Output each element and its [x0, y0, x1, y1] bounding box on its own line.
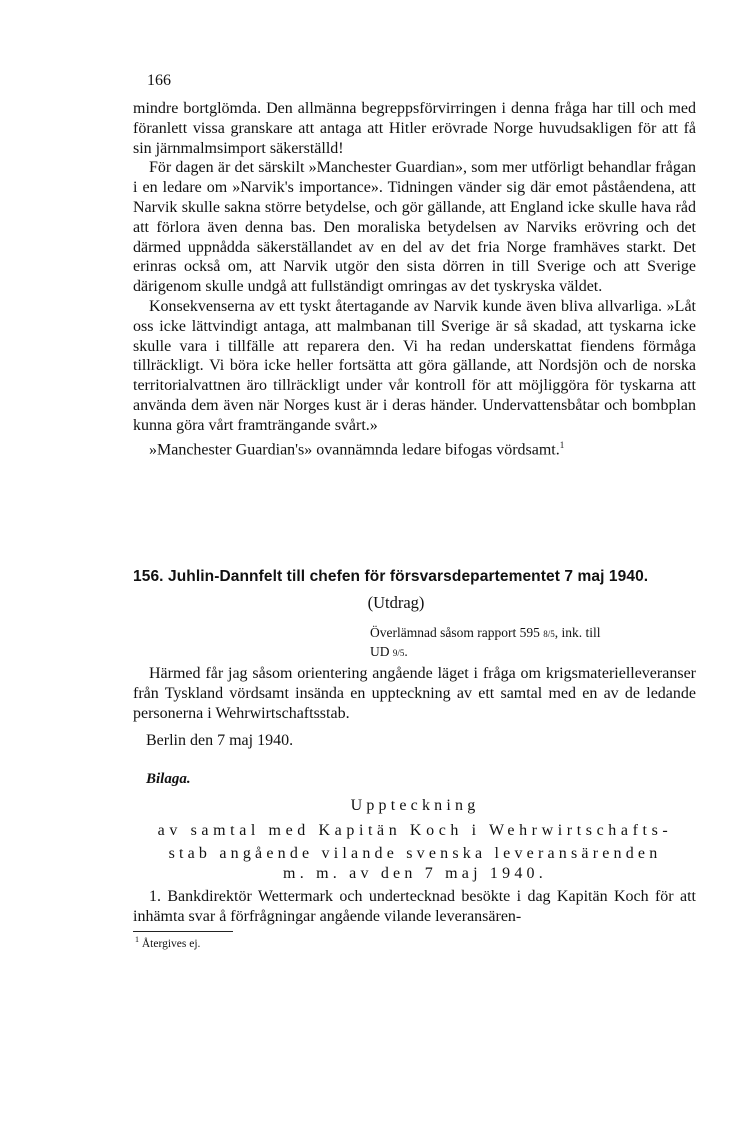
uppteckning-line-3: m. m. av den 7 maj 1940. [283, 865, 547, 882]
page-number: 166 [147, 72, 171, 89]
report-prefix: Överlämnad såsom rapport 595 [370, 625, 540, 640]
body-text-block [133, 664, 696, 723]
bilaga-label: Bilaga. [146, 771, 191, 787]
report-note [370, 624, 695, 662]
uppteckning-title: Uppteckning [350, 797, 480, 814]
report-fraction-2: 9/5 [392, 648, 405, 658]
last-text-block [133, 887, 696, 927]
section-heading: 156. Juhlin-Dannfelt till chefen för försvarsdepartementet 7 maj 1940. [133, 568, 649, 585]
section-subheading: (Utdrag) [367, 593, 425, 612]
footnote [135, 935, 200, 950]
uppteckning-line-1: av samtal med Kapitän Koch i Wehrwirtschafts- [157, 822, 673, 839]
report-middle: , ink. till [554, 625, 601, 640]
report-end: . [404, 644, 408, 659]
footnote-ref: 1 [559, 439, 565, 450]
date-line: Berlin den 7 maj 1940. [146, 732, 294, 749]
footnote-marker: 1 [135, 935, 139, 944]
paragraph-1: mindre bortglömda. Den allmänna begreppsförvirringen i denna fråga har till och med föranlett vissa granskare att antaga att Hitler erövrade Norge huvudsakligen för att få sin järnmalmsimport säkerställd! [133, 100, 696, 157]
paragraph-4-text: »Manchester Guardian's» ovannämnda ledare bifogas vördsamt. [149, 440, 560, 458]
report-ud: UD [370, 644, 390, 659]
paragraph-4 [133, 436, 696, 460]
report-fraction-1: 8/5 [543, 629, 555, 639]
body-paragraph: Härmed får jag såsom orientering angående läget i fråga om krigsmaterielleveranser från Tyskland vördsamt insända en uppteckning av ett samtal med en av de ledande personerna i Wehrwirtschaftsstab. [133, 665, 696, 722]
footnote-text: Återgives ej. [141, 937, 201, 950]
footnote-divider [133, 931, 233, 932]
uppteckning-line-2: stab angående vilande svenska leveransärenden [168, 845, 662, 862]
paragraph-2: För dagen är det särskilt »Manchester Guardian», som mer utförligt behandlar frågan i en ledare om »Narvik's importance». Tidningen vänder sig där emot påståendena, att Narvik skulle sakna större betydelse, och gör gällande, att England icke skulle hava råd att förlora även denna bas. Den moraliska betydelsen av Narviks erövring och det därmed uppnådda säkerställandet av en del av det fria Norge framhäves starkt. Det erinras också om, att Narvik utgör den sista dörren in till Sverige och att Sverige därigenom skulle undgå att fullständigt omringas av det tyskryska väldet. [133, 159, 696, 296]
paragraph-3: Konsekvenserna av ett tyskt återtagande av Narvik kunde även bliva allvarliga. »Låt oss icke lättvindigt antaga, att malmbanan till Sverige är så skadad, att tyskarna icke skulle vara i tillfälle att reparera den. Vi ha redan underskattat fiendens förmåga tillräckligt. Vi böra icke heller fortsätta att göra gällande, att Nordsjön och de norska territorialvattnen äro tillräckligt under vår kontroll för att möjliggöra för tyskarna att använda dem även när Norges kust är i deras händer. Undervattensbåtar och bombplan kunna göra vårt framträngande svårt.» [133, 297, 696, 434]
top-text-block [133, 99, 696, 460]
last-paragraph: 1. Bankdirektör Wettermark och undertecknad besökte i dag Kapitän Koch för att inhämta svar å förfrågningar angående vilande leveransären- [133, 888, 696, 925]
